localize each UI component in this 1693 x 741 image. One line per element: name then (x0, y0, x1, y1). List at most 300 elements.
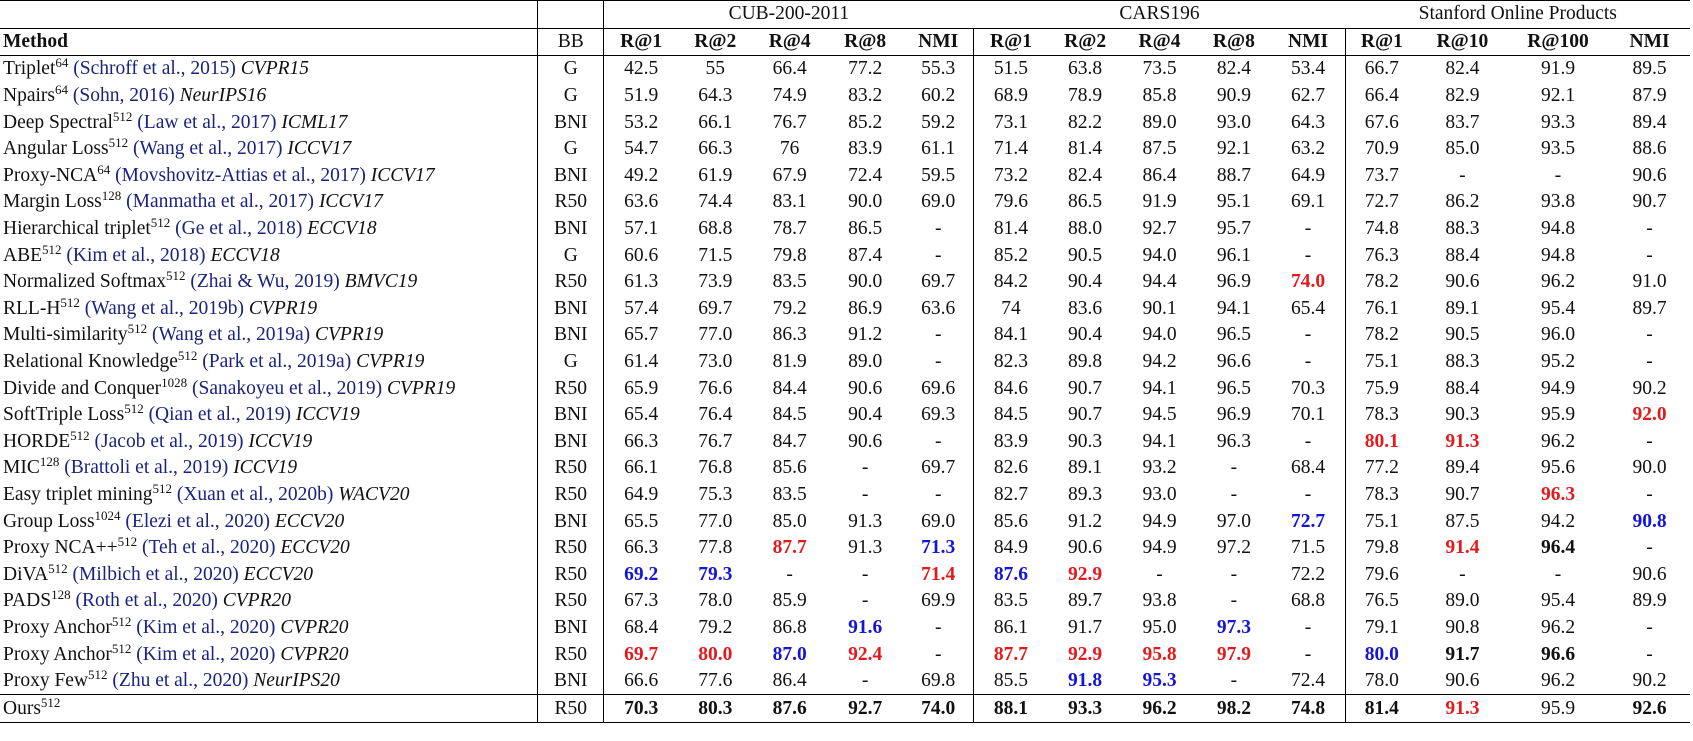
table-row (0, 349, 1690, 376)
value-cell: - (1646, 616, 1653, 638)
value-cell: - (934, 483, 942, 505)
method-name: RLL-H (3, 297, 61, 319)
value-cell: 63.6 (921, 297, 956, 319)
venue: CVPR20 (280, 616, 349, 638)
value-cell: - (934, 643, 942, 665)
value-cell: 86.8 (772, 616, 807, 638)
metric-header: R@4 (752, 28, 826, 56)
value-cell: 88.0 (1068, 218, 1103, 240)
value-cell: 87.5 (1142, 138, 1177, 160)
method-cell (0, 189, 538, 216)
method-cell (0, 136, 538, 163)
value-cell: 78.3 (1345, 402, 1417, 429)
value-cell: - (1304, 616, 1312, 638)
value-cell: 85.2 (848, 111, 883, 133)
value-cell: 84.7 (772, 430, 807, 452)
value-cell: 89.5 (1632, 58, 1667, 80)
value-cell: 69.7 (698, 297, 733, 319)
value-cell: 82.4 (1216, 58, 1251, 80)
value-cell: 94.9 (1142, 537, 1177, 559)
citation-link[interactable]: (Sohn, 2016) (72, 85, 175, 107)
value-cell: 89.3 (1068, 483, 1103, 505)
value-cell: 89.4 (1445, 457, 1480, 479)
venue: CVPR20 (280, 643, 349, 665)
backbone-cell: R50 (538, 588, 604, 615)
embedding-dim: 64 (55, 55, 69, 71)
value-cell: 53.4 (1290, 58, 1326, 80)
backbone-cell: R50 (538, 641, 604, 668)
method-name: DiVA (3, 563, 49, 585)
embedding-dim: 1028 (161, 374, 188, 390)
method-name: Hierarchical triplet (3, 218, 151, 240)
value-cell: 69.3 (921, 404, 956, 426)
value-cell: 71.4 (921, 563, 956, 585)
citation-link[interactable]: (Law et al., 2017) (137, 111, 277, 133)
value-cell: - (1304, 324, 1312, 346)
value-cell: - (1230, 483, 1238, 505)
method-cell (0, 535, 538, 562)
value-cell: 76.4 (698, 404, 733, 426)
backbone-cell: G (538, 56, 604, 83)
value-cell: 97.9 (1216, 643, 1251, 665)
table-row (0, 296, 1690, 323)
value-cell: 78.3 (1345, 482, 1417, 509)
value-cell: 72.7 (1290, 510, 1326, 532)
value-cell: 96.1 (1216, 244, 1251, 266)
value-cell: 90.6 (1445, 670, 1480, 692)
value-cell: 49.2 (604, 163, 678, 190)
value-cell: 83.7 (1445, 111, 1480, 133)
value-cell: - (861, 563, 869, 585)
table-row (0, 322, 1690, 349)
value-cell: 68.8 (698, 218, 733, 240)
backbone-cell: G (538, 83, 604, 110)
embedding-dim: 512 (111, 640, 132, 656)
value-cell: - (1304, 643, 1312, 665)
embedding-dim: 512 (112, 108, 133, 124)
value-cell: 95.0 (1142, 616, 1177, 638)
value-cell: 88.3 (1445, 218, 1480, 240)
backbone-cell: BNI (538, 429, 604, 456)
method-cell (0, 561, 538, 588)
value-cell: 71.4 (974, 136, 1048, 163)
value-cell: 91.2 (848, 324, 883, 346)
value-cell: 90.8 (1445, 616, 1480, 638)
method-name: Proxy Few (3, 670, 89, 692)
metric-header: NMI (903, 28, 973, 56)
value-cell: 76.3 (1345, 242, 1417, 269)
value-cell: 78.9 (1068, 85, 1103, 107)
method-name: Proxy Anchor (3, 643, 112, 665)
method-cell (0, 216, 538, 243)
value-cell: 95.3 (1142, 670, 1177, 692)
table-row (0, 189, 1690, 216)
method-cell (0, 83, 538, 110)
value-cell: 89.0 (848, 351, 883, 373)
value-cell: 84.5 (974, 402, 1048, 429)
value-cell: 87.5 (1445, 510, 1480, 532)
value-cell: 77.0 (698, 324, 733, 346)
value-cell: 89.7 (1632, 297, 1667, 319)
value-cell: 65.5 (604, 508, 678, 535)
citation-link[interactable]: (Qian et al., 2019) (148, 404, 291, 426)
value-cell: 91.9 (1540, 58, 1576, 80)
backbone-cell: R50 (538, 535, 604, 562)
method-name: PADS (3, 590, 52, 612)
table-row (0, 641, 1690, 668)
citation-link[interactable]: (Milbich et al., 2020) (72, 563, 239, 585)
value-cell: 84.5 (772, 404, 807, 426)
value-cell: 92.1 (1216, 138, 1251, 160)
value-cell: 78.2 (1345, 322, 1417, 349)
embedding-dim: 128 (39, 454, 60, 470)
value-cell: 83.5 (974, 588, 1048, 615)
value-cell: 55 (705, 58, 726, 80)
value-cell: 91.8 (1068, 670, 1103, 692)
value-cell: 96.2 (1540, 430, 1576, 452)
value-cell: 94.8 (1540, 244, 1576, 266)
value-cell: 69.1 (1290, 191, 1326, 213)
value-cell: 79.2 (772, 297, 807, 319)
value-cell: - (861, 483, 869, 505)
value-cell: 57.4 (604, 296, 678, 323)
value-cell: 42.5 (604, 56, 678, 83)
value-cell: 96.5 (1216, 324, 1251, 346)
value-cell: 69.6 (921, 377, 956, 399)
citation-link[interactable]: (Wang et al., 2019b) (84, 297, 245, 319)
value-cell: 84.9 (974, 535, 1048, 562)
citation-link[interactable]: (Roth et al., 2020) (75, 590, 218, 612)
value-cell: - (861, 590, 869, 612)
backbone-cell: R50 (538, 561, 604, 588)
value-cell: 73.7 (1345, 163, 1417, 190)
value-cell: 55.3 (921, 58, 956, 80)
table-row (0, 535, 1690, 562)
value-cell: - (1304, 351, 1312, 373)
metric-header: R@4 (1122, 28, 1196, 56)
value-cell: - (1304, 430, 1312, 452)
value-cell: 92.9 (1068, 643, 1103, 665)
embedding-dim: 512 (127, 321, 148, 337)
value-cell: - (1646, 324, 1653, 346)
method-cell (0, 615, 538, 642)
value-cell: 91.6 (848, 616, 883, 638)
value-cell: 66.3 (698, 138, 733, 160)
value-cell: 92.6 (1609, 695, 1690, 723)
citation-link[interactable]: (Kim et al., 2020) (136, 643, 276, 665)
value-cell: 90.6 (848, 430, 883, 452)
citation-link[interactable]: (Park et al., 2019a) (202, 351, 352, 373)
value-cell: 89.0 (1142, 111, 1177, 133)
value-cell: 92.7 (1142, 218, 1177, 240)
backbone-cell: BNI (538, 163, 604, 190)
table-row (0, 508, 1690, 535)
citation-link[interactable]: (Jacob et al., 2019) (94, 430, 244, 452)
value-cell: 93.8 (1540, 191, 1576, 213)
embedding-dim: 128 (101, 188, 122, 204)
value-cell: 83.1 (772, 191, 807, 213)
method-name: ABE (3, 244, 42, 266)
value-cell: 92.0 (1632, 404, 1667, 426)
backbone-cell: R50 (538, 375, 604, 402)
value-cell: 78.7 (772, 218, 807, 240)
table-row (0, 668, 1690, 695)
backbone-cell: BNI (538, 668, 604, 695)
value-cell: 79.8 (1345, 535, 1417, 562)
backbone-cell: BNI (538, 322, 604, 349)
venue: ECCV18 (210, 244, 280, 266)
value-cell: 74.9 (772, 85, 807, 107)
value-cell: 79.3 (698, 563, 733, 585)
value-cell: 69.9 (921, 590, 956, 612)
value-cell: - (1304, 483, 1312, 505)
citation-link[interactable]: (Movshovitz-Attias et al., 2017) (115, 164, 366, 186)
citation-link[interactable]: (Zhu et al., 2020) (112, 670, 249, 692)
bb-header: BB (538, 28, 604, 56)
metric-header: R@8 (1197, 28, 1271, 56)
backbone-cell: G (538, 136, 604, 163)
value-cell: 96.3 (1540, 483, 1576, 505)
value-cell: 76.8 (698, 457, 733, 479)
value-cell: 65.4 (1290, 297, 1326, 319)
venue: CVPR19 (386, 377, 456, 399)
venue: ICCV19 (295, 404, 360, 426)
backbone-cell: BNI (538, 615, 604, 642)
value-cell: 95.6 (1540, 457, 1576, 479)
value-cell: 95.2 (1540, 351, 1576, 373)
value-cell: 78.2 (1345, 269, 1417, 296)
value-cell: 96.9 (1216, 404, 1251, 426)
backbone-cell: BNI (538, 402, 604, 429)
value-cell: 85.6 (974, 508, 1048, 535)
metric-header: R@100 (1507, 28, 1609, 56)
value-cell: 85.9 (772, 590, 807, 612)
method-name: Multi-similarity (3, 324, 128, 346)
value-cell: 85.2 (974, 242, 1048, 269)
metric-header: R@1 (604, 28, 678, 56)
citation-link[interactable]: (Kim et al., 2020) (136, 616, 276, 638)
method-cell (0, 349, 538, 376)
value-cell: 90.7 (1068, 404, 1103, 426)
value-cell: - (1646, 643, 1653, 665)
embedding-dim: 512 (42, 241, 62, 257)
method-cell (0, 375, 538, 402)
value-cell: 93.3 (1048, 695, 1122, 723)
value-cell: 69.0 (921, 510, 956, 532)
value-cell: 66.7 (1345, 56, 1417, 83)
value-cell: 70.9 (1345, 136, 1417, 163)
citation-link[interactable]: (Teh et al., 2020) (142, 537, 276, 559)
method-cell (0, 508, 538, 535)
value-cell: 91.3 (1445, 430, 1480, 452)
value-cell: 74.8 (1345, 216, 1417, 243)
value-cell: 97.3 (1216, 616, 1251, 638)
value-cell: 97.0 (1216, 510, 1251, 532)
metric-header: R@1 (974, 28, 1048, 56)
value-cell: 86.4 (772, 670, 807, 692)
value-cell: 95.1 (1216, 191, 1251, 213)
method-cell (0, 56, 538, 83)
value-cell: 73.9 (698, 271, 733, 293)
citation-link[interactable]: (Schroff et al., 2015) (73, 58, 236, 80)
value-cell: - (1459, 563, 1466, 585)
value-cell: 61.9 (698, 164, 733, 186)
value-cell: 74.8 (1271, 695, 1345, 723)
venue: CVPR20 (222, 590, 292, 612)
embedding-dim: 512 (124, 401, 144, 417)
embedding-dim: 512 (60, 294, 80, 310)
value-cell: - (934, 218, 942, 240)
citation-link[interactable]: (Ge et al., 2018) (175, 218, 303, 240)
value-cell: 71.5 (698, 244, 733, 266)
value-cell: 70.3 (1290, 377, 1326, 399)
citation-link[interactable]: (Wang et al., 2017) (133, 138, 283, 160)
value-cell: 91.7 (1068, 616, 1103, 638)
method-cell (0, 482, 538, 509)
value-cell: 81.4 (1068, 138, 1103, 160)
value-cell: 66.6 (604, 668, 678, 695)
value-cell: 95.4 (1540, 297, 1576, 319)
citation-link[interactable]: (Wang et al., 2019a) (151, 324, 311, 346)
value-cell: 69.2 (604, 561, 678, 588)
value-cell: 98.2 (1197, 695, 1271, 723)
value-cell: 88.4 (1445, 377, 1480, 399)
method-name: HORDE (3, 430, 71, 452)
citation-link[interactable]: (Elezi et al., 2020) (125, 510, 270, 532)
dataset-header-row (0, 1, 1690, 29)
value-cell: - (934, 616, 942, 638)
value-cell: 79.6 (974, 189, 1048, 216)
value-cell: 90.4 (1068, 271, 1103, 293)
backbone-cell: BNI (538, 508, 604, 535)
citation-link[interactable]: (Manmatha et al., 2017) (126, 191, 315, 213)
value-cell: - (1156, 563, 1163, 585)
method-name: Angular Loss (3, 138, 109, 160)
method-cell (0, 322, 538, 349)
citation-link[interactable]: (Zhai & Wu, 2019) (190, 271, 340, 293)
table-row (0, 561, 1690, 588)
value-cell: 94.2 (1540, 510, 1576, 532)
value-cell: 64.9 (604, 482, 678, 509)
value-cell: 82.9 (1445, 85, 1480, 107)
value-cell: 66.4 (772, 58, 807, 80)
table-row (0, 109, 1690, 136)
value-cell: 94.9 (1540, 377, 1576, 399)
backbone-cell: BNI (538, 109, 604, 136)
column-header-row (0, 28, 1690, 56)
value-cell: 94.1 (1142, 430, 1177, 452)
value-cell: 95.9 (1540, 404, 1576, 426)
method-cell (0, 588, 538, 615)
value-cell: 87.7 (772, 537, 807, 559)
value-cell: 91.3 (1418, 695, 1507, 723)
value-cell: - (1230, 590, 1238, 612)
value-cell: - (1230, 563, 1238, 585)
value-cell: 96.6 (1540, 643, 1576, 665)
value-cell: 63.8 (1068, 58, 1103, 80)
backbone-cell: R50 (538, 482, 604, 509)
value-cell: 95.7 (1216, 218, 1251, 240)
method-cell (0, 296, 538, 323)
value-cell: 90.4 (848, 404, 883, 426)
value-cell: 89.1 (1445, 297, 1480, 319)
value-cell: 82.4 (1445, 58, 1480, 80)
value-cell: 96.5 (1216, 377, 1251, 399)
table-row (0, 83, 1690, 110)
value-cell: 77.6 (698, 670, 733, 692)
value-cell: 61.4 (604, 349, 678, 376)
value-cell: 60.6 (604, 242, 678, 269)
value-cell: 72.4 (848, 164, 883, 186)
citation-link[interactable]: (Sanakoyeu et al., 2019) (192, 377, 383, 399)
backbone-cell: R50 (538, 189, 604, 216)
table-row (0, 588, 1690, 615)
value-cell: 90.8 (1632, 510, 1667, 532)
value-cell: - (1304, 218, 1312, 240)
value-cell: 53.2 (604, 109, 678, 136)
method-name: Margin Loss (3, 191, 102, 213)
method-cell (0, 641, 538, 668)
value-cell: 81.4 (1345, 695, 1417, 723)
table-row (0, 216, 1690, 243)
value-cell: 89.7 (1068, 590, 1103, 612)
backbone-cell: R50 (538, 269, 604, 296)
backbone-cell: R50 (538, 695, 604, 723)
value-cell: 76.5 (1345, 588, 1417, 615)
value-cell: 80.0 (698, 643, 733, 665)
citation-link[interactable]: (Kim et al., 2018) (66, 244, 206, 266)
backbone-cell: BNI (538, 216, 604, 243)
value-cell: 90.2 (1632, 377, 1667, 399)
value-cell: 64.9 (1290, 164, 1326, 186)
value-cell: 87.6 (974, 561, 1048, 588)
value-cell: 59.5 (921, 164, 956, 186)
value-cell: 87.0 (772, 643, 807, 665)
value-cell: 96.4 (1540, 537, 1576, 559)
value-cell: - (934, 430, 942, 452)
value-cell: 66.3 (604, 535, 678, 562)
value-cell: 59.2 (921, 111, 956, 133)
value-cell: 65.9 (604, 375, 678, 402)
value-cell: 66.1 (604, 455, 678, 482)
value-cell: 91.0 (1632, 271, 1667, 293)
value-cell: 90.5 (1445, 324, 1480, 346)
value-cell: 77.2 (1345, 455, 1417, 482)
citation-link[interactable]: (Brattoli et al., 2019) (64, 457, 229, 479)
venue: ICCV19 (233, 457, 298, 479)
citation-link[interactable]: (Xuan et al., 2020b) (176, 483, 334, 505)
value-cell: 89.8 (1068, 351, 1103, 373)
method-cell (0, 455, 538, 482)
value-cell: 77.8 (698, 537, 733, 559)
value-cell: 51.5 (974, 56, 1048, 83)
value-cell: 91.3 (848, 537, 883, 559)
table-row (0, 482, 1690, 509)
value-cell: 83.9 (974, 429, 1048, 456)
value-cell: 90.5 (1068, 244, 1103, 266)
value-cell: 81.4 (974, 216, 1048, 243)
backbone-cell: R50 (538, 455, 604, 482)
ours-row (0, 695, 1690, 723)
embedding-dim: 512 (88, 667, 108, 683)
venue: ECCV18 (307, 218, 377, 240)
value-cell: 82.2 (1068, 111, 1103, 133)
value-cell: 94.2 (1142, 351, 1177, 373)
value-cell: - (1646, 351, 1653, 373)
venue: ICCV17 (370, 164, 435, 186)
value-cell: 87.4 (848, 244, 883, 266)
value-cell: 87.6 (752, 695, 826, 723)
